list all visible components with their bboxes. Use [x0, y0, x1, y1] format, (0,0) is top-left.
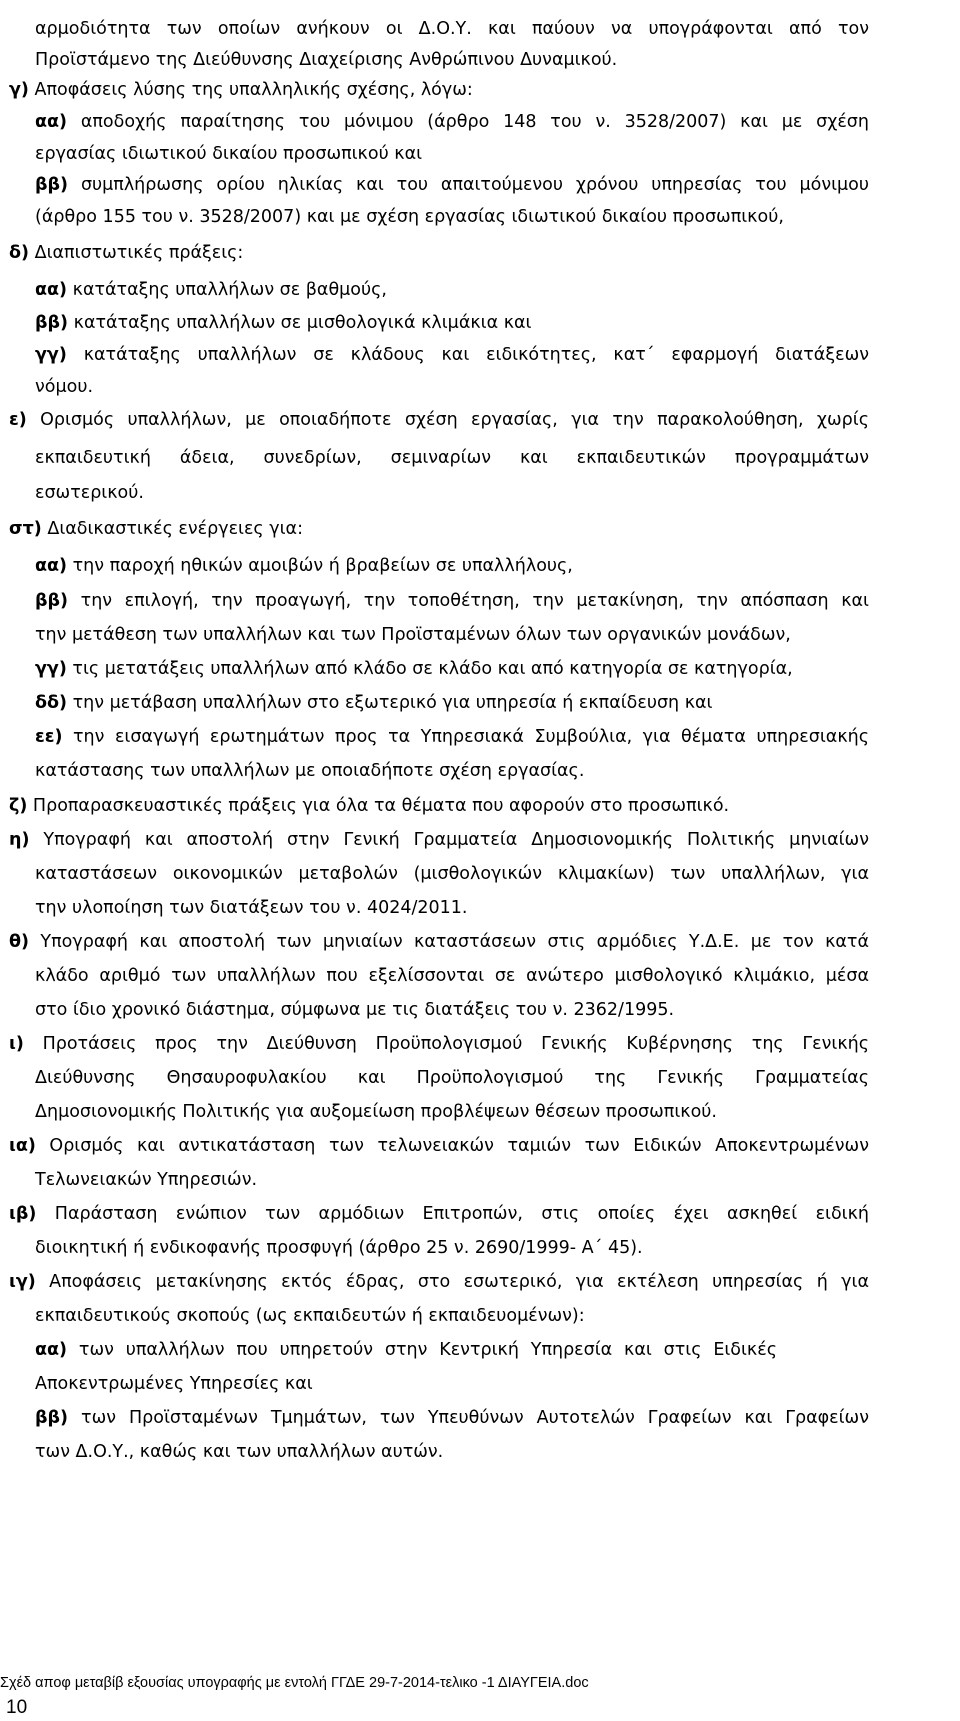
line-text: των Προϊσταμένων Τμημάτων, των Υπευθύνων Αυτοτελών Γραφείων και Γραφείων	[81, 1408, 869, 1428]
line-text: τις μετατάξεις υπαλλήλων από κλάδο σε κλάδο και από κατηγορία σε κατηγορία,	[72, 659, 793, 679]
item-marker: γ)	[9, 80, 29, 100]
item-marker: γγ)	[35, 659, 67, 679]
text-line	[35, 17, 869, 41]
line-text: κλάδο αριθμό των υπαλλήλων που εξελίσσονται σε ανώτερο μισθολογικό κλιμάκιο, μέσα	[35, 966, 869, 986]
line-text: κατάταξης υπαλλήλων σε βαθμούς,	[72, 280, 387, 300]
item-marker: θ)	[9, 932, 30, 952]
item-marker: εε)	[35, 727, 63, 747]
item-marker: αα)	[35, 280, 68, 300]
line-text: Υπογραφή και αποστολή των μηνιαίων καταστάσεων στις αρμόδιες Υ.Δ.Ε. με τον κατά	[40, 932, 869, 952]
line-text: Προτάσεις προς την Διεύθυνση Προϋπολογισμού Γενικής Κυβέρνησης της Γενικής	[42, 1034, 869, 1054]
item-marker: ββ)	[35, 313, 69, 333]
text-line	[35, 1100, 717, 1124]
line-text: Ορισμός και αντικατάσταση των τελωνειακών ταμιών των Ειδικών Αποκεντρωμένων	[49, 1136, 869, 1156]
text-line	[35, 1236, 643, 1260]
line-text: την εισαγωγή ερωτημάτων προς τα Υπηρεσιακά Συμβούλια, για θέματα υπηρεσιακής	[73, 727, 869, 747]
line-text: Τελωνειακών Υπηρεσιών.	[35, 1170, 258, 1190]
text-line	[35, 375, 93, 399]
text-line	[35, 48, 617, 72]
item-marker: γγ)	[35, 345, 67, 365]
list-item	[35, 343, 869, 367]
line-text: την επιλογή, την προαγωγή, την τοποθέτηση, την μετακίνηση, την απόσπαση και	[80, 591, 869, 611]
list-item	[9, 241, 243, 265]
item-marker: ββ)	[35, 175, 69, 195]
text-line	[35, 1304, 585, 1328]
text-line	[35, 481, 144, 505]
line-text: Προπαρασκευαστικές πράξεις για όλα τα θέματα που αφορούν στο προσωπικό.	[32, 796, 730, 816]
line-text: την μετάθεση των υπαλλήλων και των Προϊσταμένων όλων των οργανικών μονάδων,	[35, 625, 791, 645]
list-item	[35, 691, 712, 715]
line-text: την παροχή ηθικών αμοιβών ή βραβείων σε υπαλλήλους,	[72, 556, 573, 576]
list-item	[35, 278, 387, 302]
text-line	[35, 1168, 257, 1192]
item-marker: ββ)	[35, 591, 69, 611]
document-footer: Σχέδ αποφ μεταβίβ εξουσίας υπογραφής με εντολή ΓΓΔΕ 29-7-2014-τελικο -1 ΔΙΑΥΓΕΙΑ.doc	[0, 1675, 589, 1691]
text-line	[35, 896, 468, 920]
line-text: εργασίας ιδιωτικού δικαίου προσωπικού και	[35, 144, 423, 164]
line-text: καταστάσεων οικονομικών μεταβολών (μισθολογικών κλιμακίων) των υπαλλήλων, για	[35, 864, 869, 884]
line-text: Αποφάσεις μετακίνησης εκτός έδρας, στο εσωτερικό, για εκτέλεση υπηρεσίας ή για	[49, 1272, 869, 1292]
item-marker: αα)	[35, 556, 68, 576]
line-text: κατάταξης υπαλλήλων σε μισθολογικά κλιμάκια και	[73, 313, 532, 333]
text-line	[35, 205, 784, 229]
list-item	[9, 517, 303, 541]
line-text: Διεύθυνσης Θησαυροφυλακίου και Προϋπολογισμού της Γενικής Γραμματείας	[35, 1068, 869, 1088]
line-text: την υλοποίηση των διατάξεων του ν. 4024/2011.	[35, 898, 468, 918]
list-item	[9, 828, 869, 852]
list-item	[9, 1032, 869, 1056]
list-item	[9, 1134, 869, 1158]
list-item	[35, 311, 531, 335]
item-marker: ιβ)	[9, 1204, 37, 1224]
line-text: εσωτερικού.	[35, 483, 144, 503]
text-line	[35, 623, 791, 647]
text-line	[35, 142, 422, 166]
item-marker: δ)	[9, 243, 30, 263]
list-item	[9, 930, 869, 954]
line-text: Υπογραφή και αποστολή στην Γενική Γραμματεία Δημοσιονομικής Πολιτικής μηνιαίων	[43, 830, 869, 850]
line-text: κατάστασης των υπαλλήλων με οποιαδήποτε σχέση εργασίας.	[35, 761, 585, 781]
page-number: 10	[6, 1697, 28, 1718]
list-item	[35, 725, 869, 749]
line-text: των Δ.Ο.Υ., καθώς και των υπαλλήλων αυτών.	[35, 1442, 444, 1462]
item-marker: η)	[9, 830, 30, 850]
list-item	[35, 173, 869, 197]
list-item	[35, 589, 869, 613]
list-item	[9, 408, 869, 432]
list-item	[35, 1406, 869, 1430]
list-item	[35, 1338, 777, 1362]
text-line	[35, 1440, 443, 1464]
item-marker: ζ)	[9, 796, 28, 816]
list-item	[9, 78, 473, 102]
text-line	[35, 998, 674, 1022]
text-line	[35, 862, 869, 886]
text-line	[35, 1066, 869, 1090]
text-line	[35, 964, 869, 988]
item-marker: ιγ)	[9, 1272, 36, 1292]
line-text: Προϊστάμενο της Διεύθυνσης Διαχείρισης Ανθρώπινου Δυναμικού.	[35, 50, 618, 70]
item-marker: στ)	[9, 519, 42, 539]
line-text: εκπαιδευτική άδεια, συνεδρίων, σεμιναρίων και εκπαιδευτικών προγραμμάτων	[35, 448, 869, 468]
line-text: Παράσταση ενώπιον των αρμόδιων Επιτροπών, στις οποίες έχει ασκηθεί ειδική	[54, 1204, 869, 1224]
text-line	[35, 759, 584, 783]
line-text: την μετάβαση υπαλλήλων στο εξωτερικό για υπηρεσία ή εκπαίδευση και	[72, 693, 713, 713]
text-line	[35, 446, 869, 470]
text-line	[35, 1372, 313, 1396]
line-text: κατάταξης υπαλλήλων σε κλάδους και ειδικότητες, κατ΄ εφαρμογή διατάξεων	[83, 345, 869, 365]
item-marker: ε)	[9, 410, 27, 430]
list-item	[9, 1202, 869, 1226]
list-item	[35, 657, 793, 681]
list-item	[35, 554, 573, 578]
list-item	[9, 1270, 869, 1294]
line-text: νόμου.	[35, 377, 94, 397]
line-text: στο ίδιο χρονικό διάστημα, σύμφωνα με τις διατάξεις του ν. 2362/1995.	[35, 1000, 675, 1020]
item-marker: αα)	[35, 1340, 68, 1360]
item-marker: δδ)	[35, 693, 68, 713]
line-text: (άρθρο 155 του ν. 3528/2007) και με σχέση εργασίας ιδιωτικού δικαίου προσωπικού,	[35, 207, 784, 227]
line-text: Αποκεντρωμένες Υπηρεσίες και	[35, 1374, 313, 1394]
line-text: Δημοσιονομικής Πολιτικής για αυξομείωση προβλέψεων θέσεων προσωπικού.	[35, 1102, 717, 1122]
line-text: εκπαιδευτικούς σκοπούς (ως εκπαιδευτών ή εκπαιδευομένων):	[35, 1306, 585, 1326]
line-text: αποδοχής παραίτησης του μόνιμου (άρθρο 148 του ν. 3528/2007) και με σχέση	[80, 112, 869, 132]
item-marker: ι)	[9, 1034, 24, 1054]
line-text: διοικητική ή ενδικοφανής προσφυγή (άρθρο 25 ν. 2690/1999- Α΄ 45).	[35, 1238, 643, 1258]
line-text: Ορισμός υπαλλήλων, με οποιαδήποτε σχέση εργασίας, για την παρακολούθηση, χωρίς	[40, 410, 869, 430]
line-text: αρμοδιότητα των οποίων ανήκουν οι Δ.Ο.Υ. και παύουν να υπογράφονται από τον	[35, 19, 869, 39]
line-text: Διαπιστωτικές πράξεις:	[34, 243, 244, 263]
line-text: συμπλήρωσης ορίου ηλικίας και του απαιτούμενου χρόνου υπηρεσίας του μόνιμου	[80, 175, 869, 195]
line-text: Αποφάσεις λύσης της υπαλληλικής σχέσης, λόγω:	[34, 80, 473, 100]
item-marker: αα)	[35, 112, 68, 132]
list-item	[35, 110, 869, 134]
line-text: των υπαλλήλων που υπηρετούν στην Κεντρική Υπηρεσία και στις Ειδικές	[78, 1340, 777, 1360]
item-marker: ββ)	[35, 1408, 69, 1428]
item-marker: ια)	[9, 1136, 36, 1156]
line-text: Διαδικαστικές ενέργειες για:	[47, 519, 303, 539]
list-item	[9, 794, 729, 818]
